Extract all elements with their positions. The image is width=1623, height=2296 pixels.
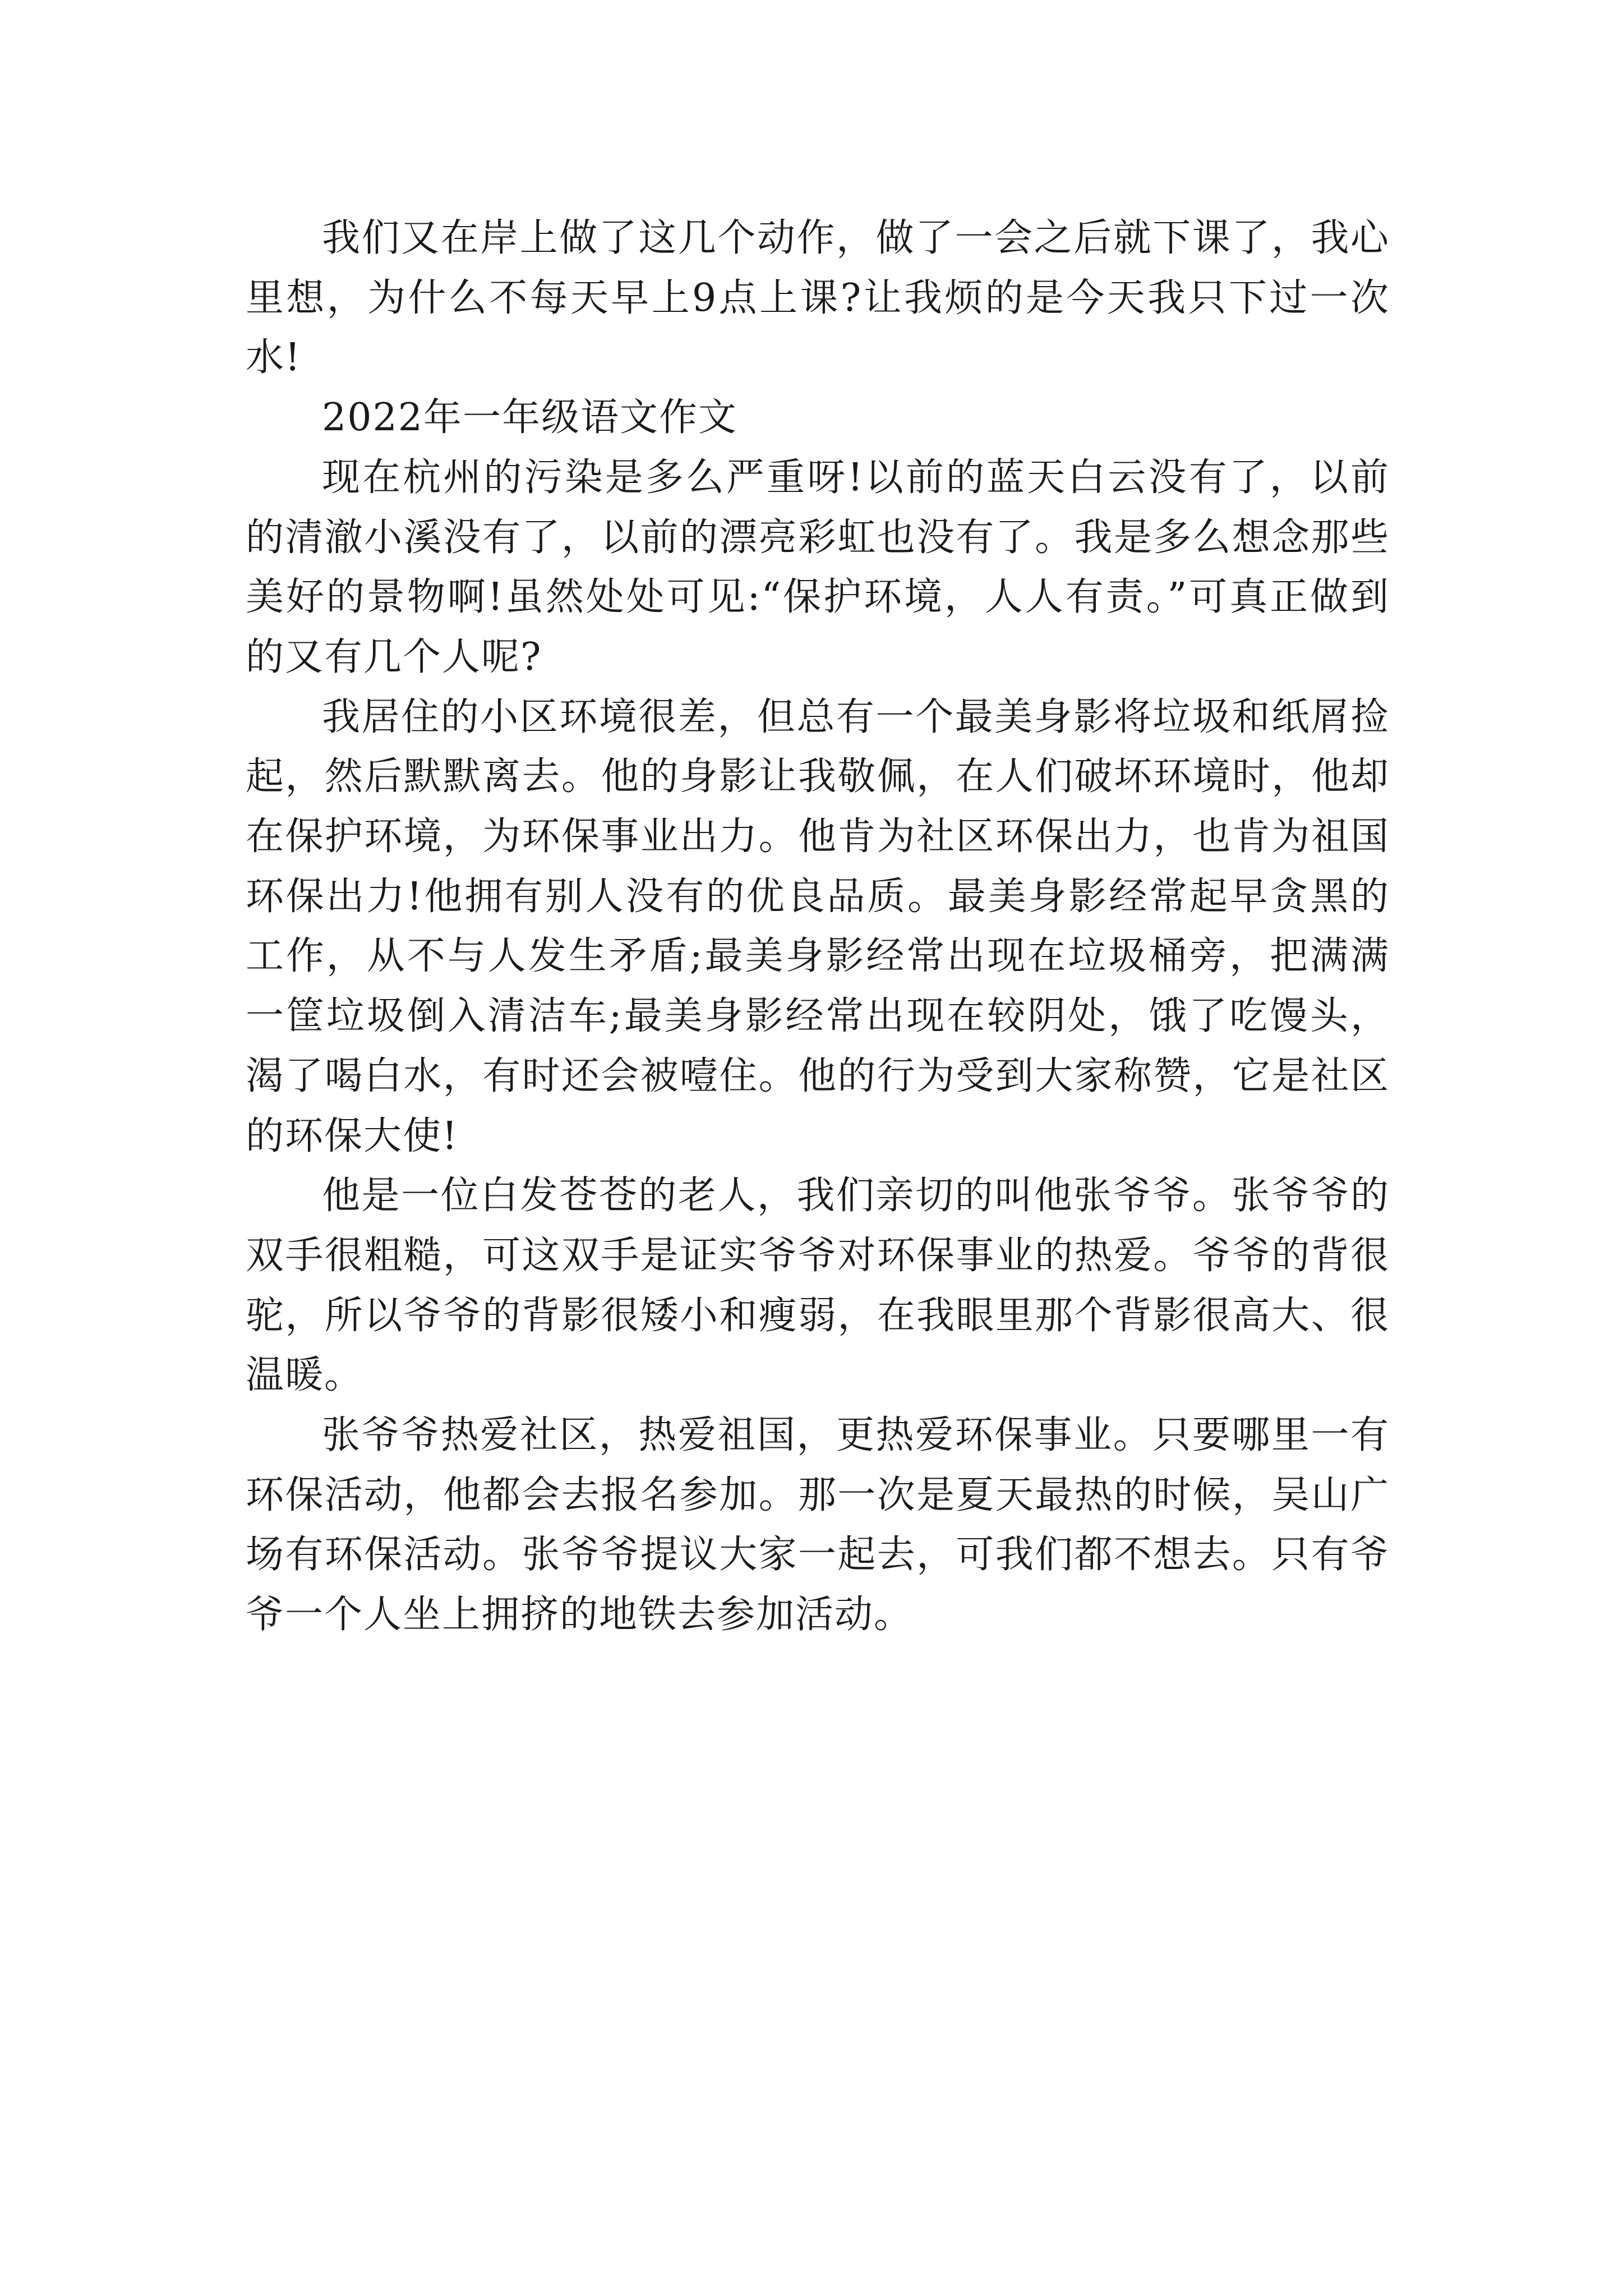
paragraph-grandpa-zhang: 他是一位白发苍苍的老人，我们亲切的叫他张爷爷。张爷爷的双手很粗糙，可这双手是证实爷爷对环保事业的热爱。爷爷的背很驼，所以爷爷的背影很矮小和瘦弱，在我眼里那个背影很高大、很温暖。 (246, 1174, 1390, 1398)
essay-title: 2022年一年级语文作文 (322, 395, 738, 440)
paragraph-environmental-activity: 张爷爷热爱社区，热爱祖国，更热爱环保事业。只要哪里一有环保活动，他都会去报名参加。那一次是夏天最热的时候，吴山广场有环保活动。张爷爷提议大家一起去，可我们都不想去。只有爷爷一个人坐上拥挤的地铁去参加活动。 (246, 1413, 1390, 1637)
paragraph-most-beautiful-figure: 我居住的小区环境很差，但总有一个最美身影将垃圾和纸屑捡起，然后默默离去。他的身影让我敬佩，在人们破坏环境时，他却在保护环境，为环保事业出力。他肯为社区环保出力，也肯为祖国环保出力!他拥有别人没有的优良品质。最美身影经常起早贪黑的工作，从不与人发生矛盾;最美身影经常出现在垃圾桶旁，把满满一筐垃圾倒入清洁车;最美身影经常出现在较阴处，饿了吃馒头，渴了喝白水，有时还会被噎住。他的行为受到大家称赞，它是社区的环保大使! (246, 694, 1390, 1158)
paragraph-pollution: 现在杭州的污染是多么严重呀!以前的蓝天白云没有了，以前的清澈小溪没有了，以前的漂亮彩虹也没有了。我是多么想念那些美好的景物啊!虽然处处可见:“保护环境，人人有责。”可真正做到的又有几个人呢? (246, 455, 1390, 679)
paragraph-swimming-end: 我们又在岸上做了这几个动作，做了一会之后就下课了，我心里想，为什么不每天早上9点上课?让我烦的是今天我只下过一次水! (246, 216, 1390, 380)
document-body (246, 209, 1390, 1645)
